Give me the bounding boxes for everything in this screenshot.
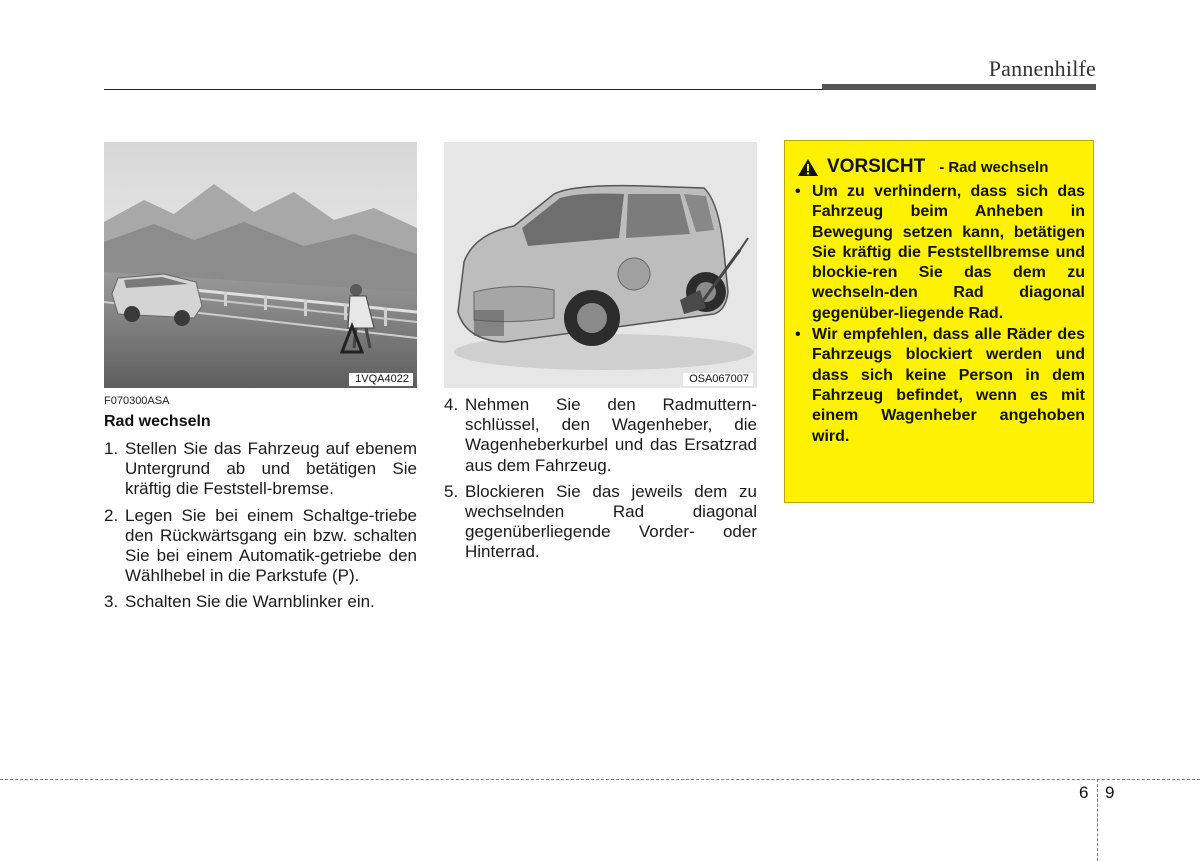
figure-code: 1VQA4022 — [349, 373, 413, 386]
step-number: 5. — [444, 481, 459, 501]
caution-subtitle: - Rad wechseln — [939, 158, 1049, 176]
page-chapter-number: 6 — [1079, 783, 1089, 802]
figure-caption-id: F070300ASA — [104, 395, 170, 407]
car-jack-illustration — [444, 142, 757, 388]
warning-triangle-icon — [797, 158, 819, 177]
step-item — [444, 482, 757, 563]
step-text: Nehmen Sie den Radmuttern-schlüssel, den Wagenheber, die Wagenheberkurbel und das Ersatzrad aus dem Fahrzeug. — [465, 395, 757, 475]
step-number: 1. — [104, 439, 119, 458]
step-text: Stellen Sie das Fahrzeug auf ebenem Untergrund ab und betätigen Sie kräftig die Feststell-bremse. — [125, 439, 417, 499]
caution-item — [795, 182, 1085, 324]
step-text: Schalten Sie die Warnblinker ein. — [125, 592, 375, 612]
caution-list — [795, 182, 1085, 448]
caution-label: VORSICHT — [827, 156, 926, 177]
step-text: Blockieren Sie das jeweils dem zu wechselnden Rad diagonal gegenüberliegende Vorder- oder Hinterrad. — [465, 481, 757, 562]
figure-code: OSA067007 — [683, 373, 753, 386]
bullet: • — [795, 183, 801, 200]
step-item — [104, 592, 417, 612]
roadside-breakdown-illustration — [104, 142, 417, 388]
steps-list-right — [444, 395, 757, 569]
bullet: • — [795, 326, 801, 344]
caution-text: Um zu verhindern, dass sich das Fahrzeug beim Anheben in Bewegung setzen kann, betätigen Sie kräftig die Feststellbremse und blockie-ren Sie das dem zu wechseln-den Rad diagonal gegenüber-liegende Rad. — [812, 183, 1085, 322]
step-number: 2. — [104, 505, 119, 525]
step-number: 4. — [444, 395, 459, 414]
page-number: 9 — [1105, 783, 1115, 802]
step-item — [104, 506, 417, 587]
header-rule — [104, 89, 822, 90]
step-number: 3. — [104, 592, 119, 612]
step-item — [104, 439, 417, 500]
caution-item — [795, 325, 1085, 447]
header-accent-bar — [822, 84, 1096, 90]
step-text: Legen Sie bei einem Schaltge-triebe den Rückwärtsgang ein bzw. schalten Sie bei einem Automatik-getriebe den Wählhebel in die Parkstufe (P). — [125, 505, 417, 586]
section-title: Rad wechseln — [104, 413, 211, 430]
caution-header — [797, 156, 1048, 178]
caution-box — [784, 140, 1094, 503]
steps-list-left — [104, 439, 417, 619]
step-item — [444, 395, 757, 476]
footer-vertical-divider — [1097, 779, 1098, 861]
page-header-title: Pannenhilfe — [988, 56, 1096, 81]
caution-text: Wir empfehlen, dass alle Räder des Fahrzeugs blockiert werden und dass sich keine Person in dem Fahrzeug befindet, wenn es mit einem Wagenheber angehoben wird. — [812, 326, 1085, 445]
footer-divider — [0, 779, 1200, 780]
